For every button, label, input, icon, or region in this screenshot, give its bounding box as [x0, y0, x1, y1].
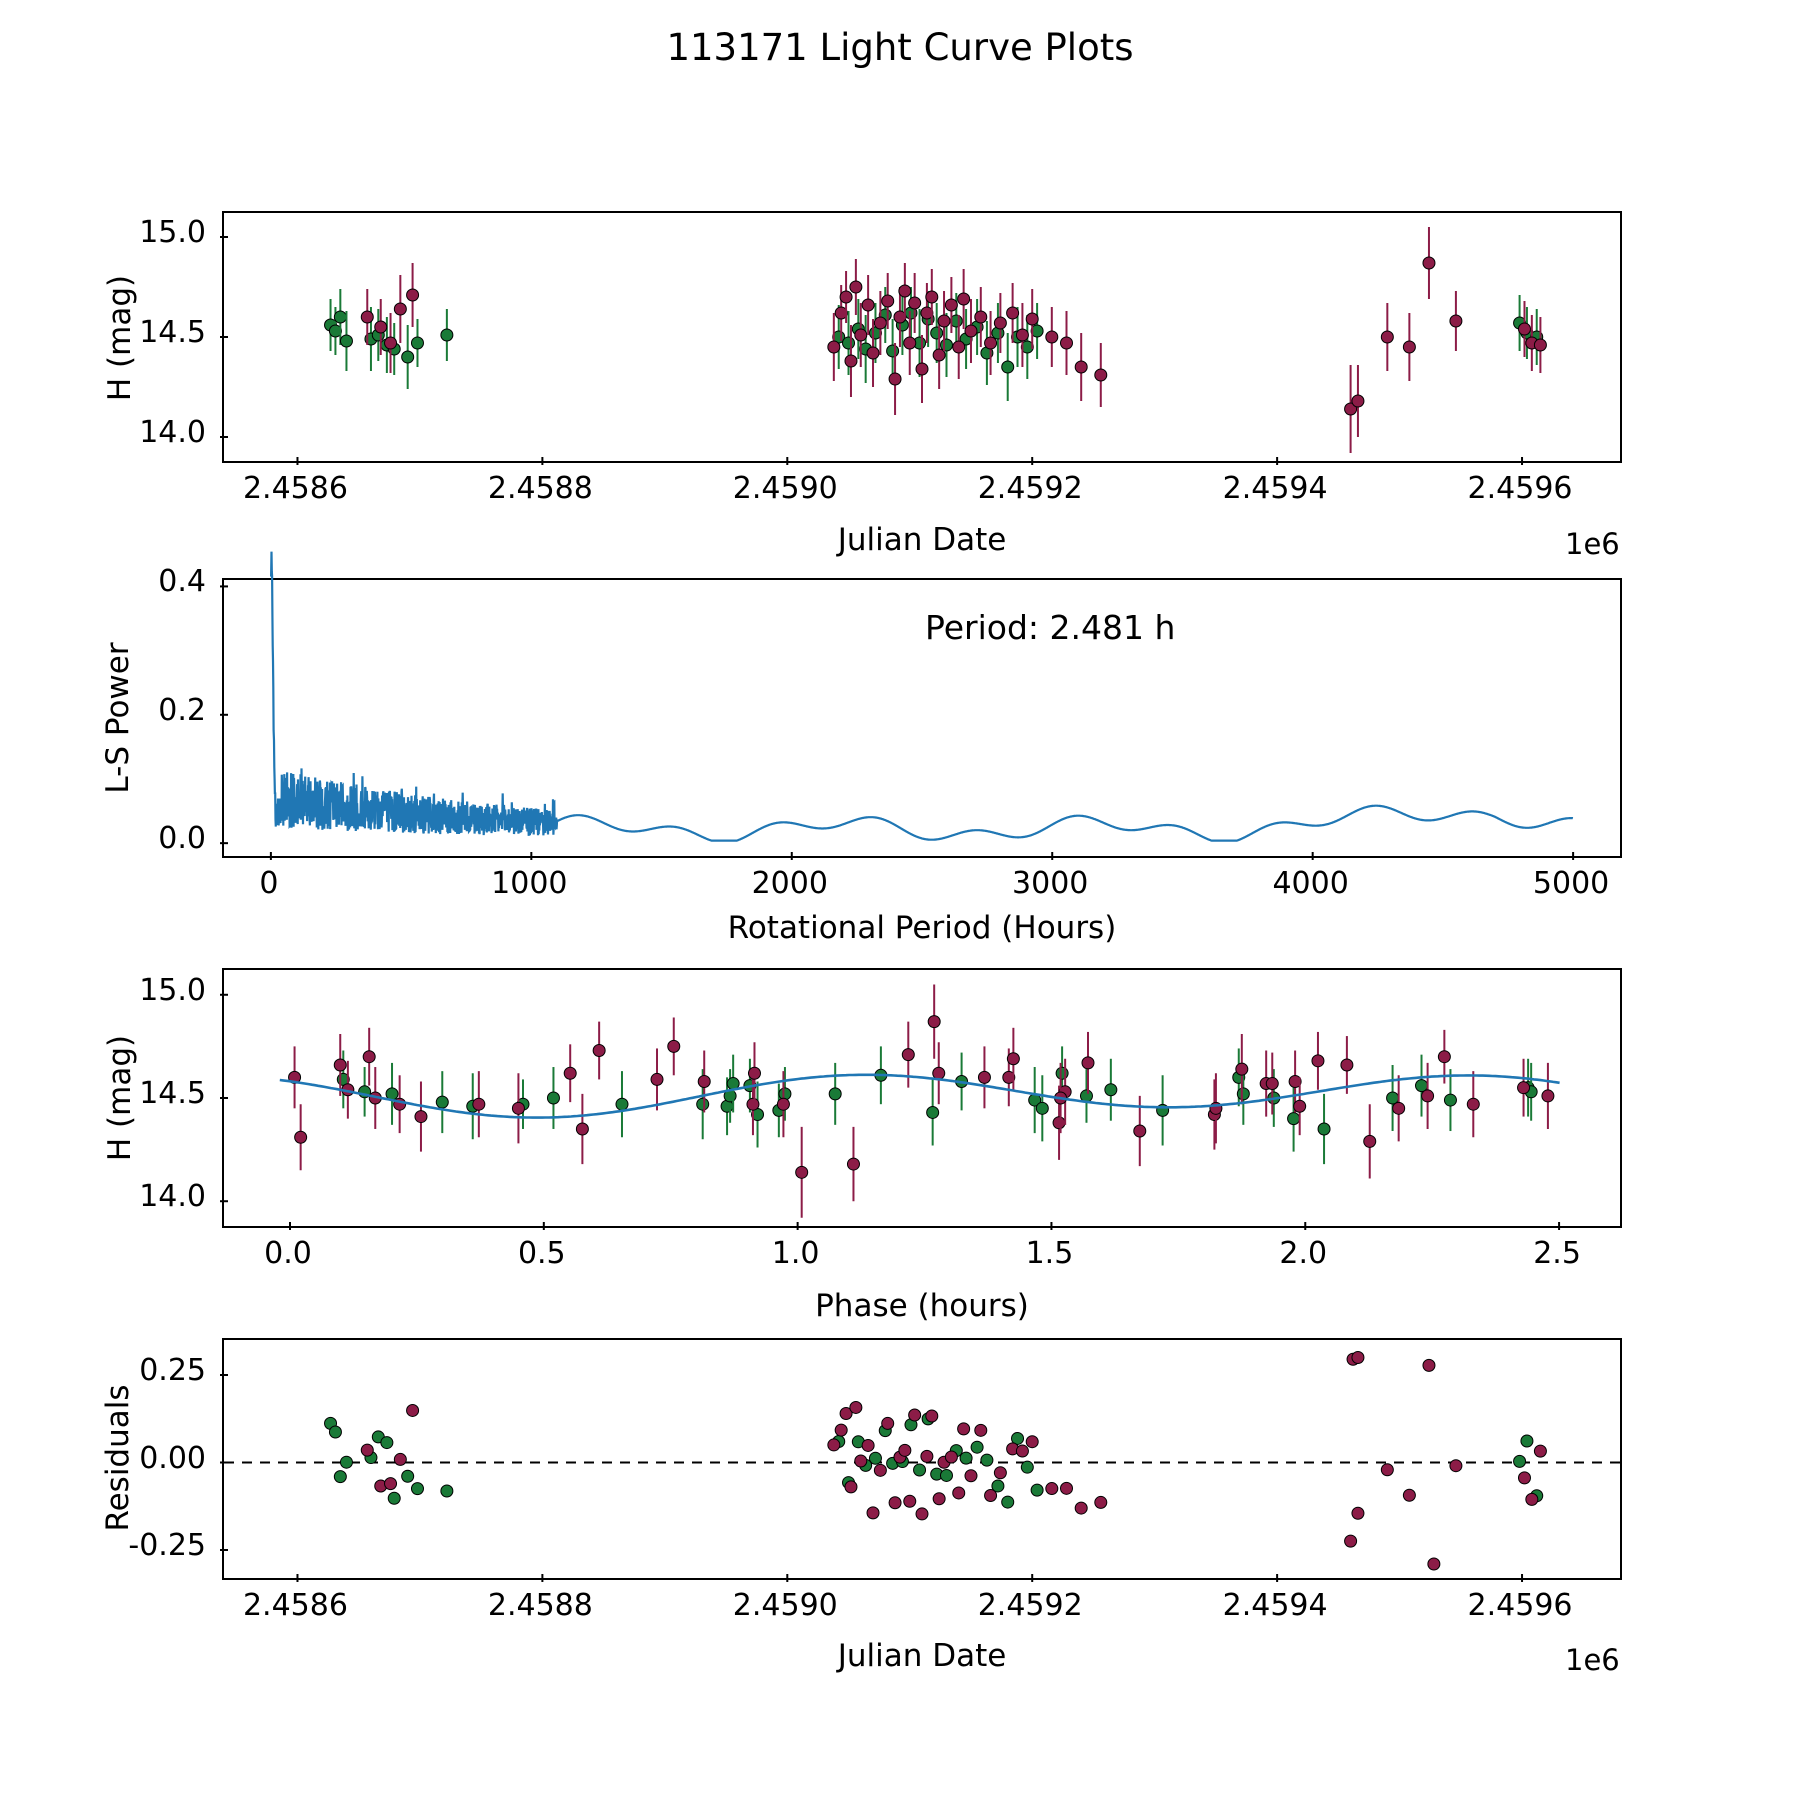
periodogram-xlabel: Rotational Period (Hours) — [727, 910, 1117, 946]
ticks-phase-ytick: 15.0 — [139, 972, 206, 1008]
lightcurve-plot-area — [224, 213, 1620, 461]
residuals-x-offset: 1e6 — [1565, 1643, 1620, 1677]
ticks-periodogram-xtick: 2000 — [751, 866, 828, 901]
ticks-phase-xtick: 1.5 — [1025, 1236, 1074, 1271]
phase-ylabel: H (mag) — [102, 1034, 138, 1162]
ticks-periodogram-xtick: 0 — [259, 866, 279, 901]
phase-xlabel: Phase (hours) — [815, 1288, 1029, 1324]
ticks-lightcurve-ytick: 14.5 — [139, 315, 206, 350]
lightcurve-xlabel: Julian Date — [837, 522, 1007, 558]
ticks-phase-xtick: 2.5 — [1533, 1236, 1581, 1271]
ticks-phase-xtick: 0.5 — [517, 1236, 566, 1271]
ticks-lightcurve-ytick: 15.0 — [139, 215, 206, 250]
ticks-lightcurve-xtick: 2.4590 — [732, 471, 838, 506]
ticks-phase-ytick: 14.5 — [139, 1076, 206, 1111]
ticks-lightcurve-xtick: 2.4596 — [1467, 471, 1573, 506]
ticks-residuals-ytick: 0.25 — [139, 1353, 206, 1388]
figure-title: 113171 Light Curve Plots — [666, 26, 1134, 69]
phase-folded-plot-area — [224, 970, 1620, 1226]
ticks-phase-xtick: 2.0 — [1279, 1236, 1328, 1271]
ticks-periodogram-xtick: 1000 — [491, 866, 568, 901]
periodogram-ylabel: L-S Power — [100, 642, 136, 794]
ticks-periodogram-ytick: 0.2 — [158, 692, 206, 728]
ticks-periodogram-xtick: 4000 — [1272, 866, 1349, 901]
panel-phase-folded — [222, 968, 1622, 1228]
ticks-residuals-xtick: 2.4590 — [732, 1588, 838, 1623]
residuals-xlabel: Julian Date — [837, 1638, 1007, 1674]
panel-lightcurve — [222, 211, 1622, 463]
ticks-lightcurve-xtick: 2.4588 — [487, 471, 593, 506]
ticks-periodogram-xtick: 5000 — [1532, 866, 1610, 901]
ticks-lightcurve-ytick: 14.0 — [139, 415, 206, 450]
ticks-residuals-xtick: 2.4594 — [1222, 1588, 1328, 1623]
ticks-periodogram-ytick: 0.4 — [158, 564, 206, 600]
ticks-lightcurve-xtick: 2.4592 — [977, 471, 1083, 506]
residuals-plot-area — [224, 1340, 1620, 1578]
ticks-residuals-xtick: 2.4596 — [1467, 1588, 1573, 1623]
lightcurve-ylabel: H (mag) — [102, 274, 138, 402]
ticks-phase-xtick: 1.0 — [771, 1236, 820, 1271]
ticks-lightcurve-xtick: 2.4586 — [242, 471, 348, 506]
ticks-residuals-ytick: -0.25 — [128, 1528, 206, 1563]
periodogram-plot-area — [224, 580, 1620, 856]
ticks-residuals-xtick: 2.4592 — [977, 1588, 1083, 1623]
residuals-ylabel: Residuals — [100, 1384, 136, 1532]
ticks-phase-xtick: 0.0 — [264, 1236, 312, 1271]
period-annotation: Period: 2.481 h — [925, 608, 1176, 647]
ticks-residuals-xtick: 2.4588 — [487, 1588, 593, 1623]
lightcurve-x-offset: 1e6 — [1565, 527, 1620, 561]
panel-periodogram — [222, 578, 1622, 858]
ticks-lightcurve-xtick: 2.4594 — [1222, 471, 1328, 506]
ticks-residuals-xtick: 2.4586 — [242, 1588, 348, 1623]
ticks-phase-ytick: 14.0 — [139, 1179, 206, 1215]
panel-residuals — [222, 1338, 1622, 1580]
ticks-periodogram-ytick: 0.0 — [158, 821, 206, 857]
ticks-residuals-ytick: 0.00 — [139, 1440, 206, 1476]
ticks-periodogram-xtick: 3000 — [1012, 866, 1089, 901]
